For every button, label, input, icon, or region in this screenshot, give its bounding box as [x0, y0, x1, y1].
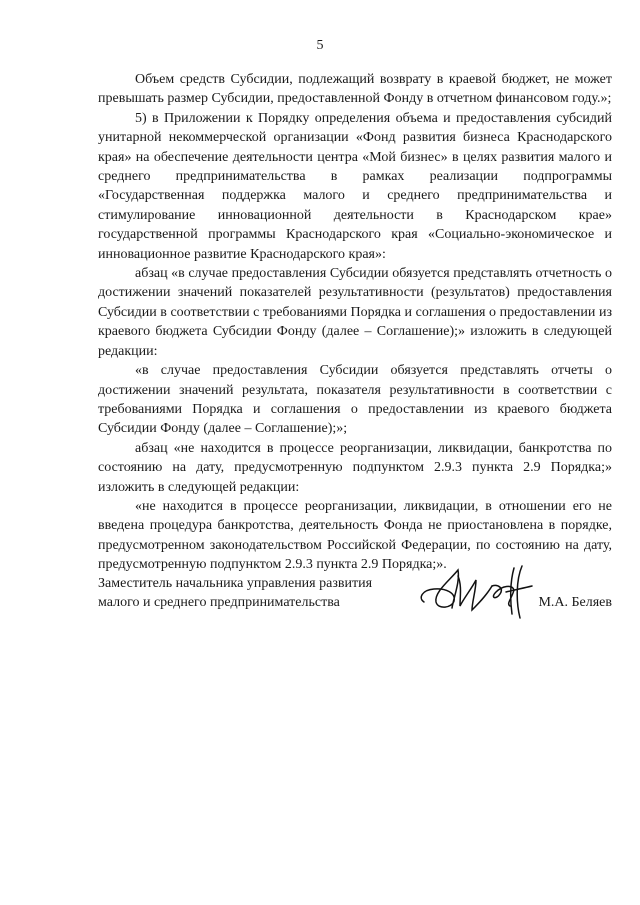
- signatory-name: М.А. Беляев: [538, 595, 612, 610]
- signatory-position: [98, 574, 398, 613]
- paragraph-1: Объем средств Субсидии, подлежащий возврату в краевой бюджет, не может превышать размер Субсидии, предоставленной Фонду в отчетном финансовом году.»;: [98, 72, 612, 107]
- document-body: [98, 70, 612, 575]
- signatory-position-line-1: Заместитель начальника управления развития: [98, 576, 373, 591]
- signatory-position-line-2: малого и среднего предпринимательства: [98, 595, 340, 611]
- paragraph-5: абзац «не находится в процессе реорганизации, ликвидации, банкротства по состоянию на дату, предусмотренную подпунктом 2.9.3 пункта 2.9 Порядка;» изложить в следующей редакции:: [98, 440, 612, 495]
- paragraph-4: «в случае предоставления Субсидии обязуется представлять отчеты о достижении значений результата, показателя результативности в соответствии с требованиями Порядка и соглашения о предоставлении из краевого бюджета Субсидии Фонду (далее – Соглашение);»;: [98, 363, 612, 437]
- paragraph-6: «не находится в процессе реорганизации, ликвидации, в отношении его не введена процедура банкротства, деятельность Фонда не приостановлена в порядке, предусмотренном законодательством Российской Федерации, по состоянию на дату, предусмотренную подпунктом 2.9.3 пункта 2.9 Порядка;».: [98, 498, 612, 573]
- page-number: 5: [316, 38, 324, 53]
- paragraph-3: абзац «в случае предоставления Субсидии обязуется представлять отчетность о достижении значений показателей результативности (результатов) предоставления Субсидии в соответствии с требованиями Порядка и соглашения о предоставлении из краевого бюджета Субсидии Фонду (далее – Соглашение);» изложить в следующей редакции:: [98, 266, 612, 359]
- paragraph-2: 5) в Приложении к Порядку определения объема и предоставления субсидий унитарной некоммерческой организации «Фонд развития бизнеса Краснодарского края» на обеспечение деятельности центра «Мой бизнес» в целях развития малого и среднего предпринимательства в рамках реализации подпрограммы «Государственная поддержка малого и среднего предпринимательства и стимулирование инновационной деятельности в Краснодарском крае» государственной программы Краснодарского края «Социально-экономическое и инновационное развитие Краснодарского края»:: [98, 110, 612, 262]
- signature-block: [98, 574, 612, 634]
- handwritten-signature: [410, 562, 560, 622]
